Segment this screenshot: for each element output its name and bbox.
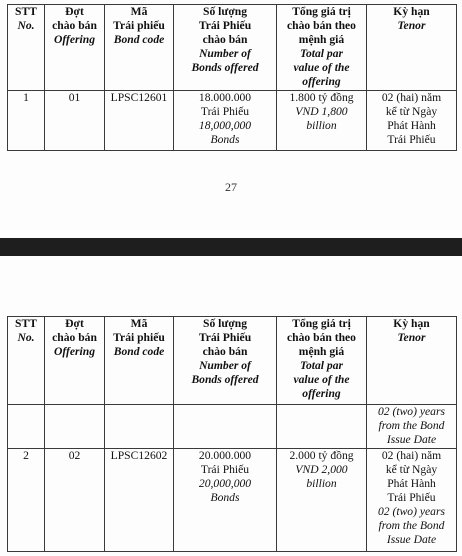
tenor-vi-2: kể từ Ngày [385,105,438,118]
tenor-en-2: from the Bond [378,519,445,532]
cell-bond-code: LPSC12602 [105,449,174,552]
cell-stt: 2 [8,449,45,552]
header-offering-en: Offering [53,345,95,358]
cell-stt-empty [8,405,45,449]
header-par-en-2: value of the [293,61,350,74]
header-qty-vi-2: Trái Phiếu [198,331,252,344]
tenor-vi-3: Phát Hành [387,119,436,132]
cell-offering-empty [45,405,105,449]
header-par-vi-3: mệnh giá [298,33,345,46]
qty-vi-1: 20.000.000 [198,449,252,462]
header-offering [45,5,105,91]
qty-vi-1: 18.000.000 [198,91,252,104]
header-code-vi-1: Mã [130,5,148,18]
cell-par-value-empty [277,405,367,449]
cell-par-value [277,449,367,552]
header-code-vi-1: Mã [130,317,148,330]
tenor-vi-1: 02 (hai) năm [381,91,442,104]
qty-vi-2: Trái Phiếu [200,463,250,476]
qty-en-2: Bonds [210,491,240,504]
header-bond-code [105,5,174,91]
tenor-vi-1: 02 (hai) năm [381,449,442,462]
header-par-vi-2: chào bán theo [287,19,356,32]
tenor-vi-4: Trái Phiếu [387,491,436,504]
header-qty-vi-3: chào bán [202,345,248,358]
qty-vi-2: Trái Phiếu [200,105,250,118]
header-stt-en: No. [17,331,35,344]
header-offering-en: Offering [53,33,95,46]
cell-tenor [367,449,457,552]
header-par-vi-3: mệnh giá [298,345,345,358]
header-par-vi-1: Tổng giá trị [292,317,351,330]
tenor-vi-3: Phát Hành [387,477,436,490]
qty-en-1: 20,000,000 [198,477,252,490]
page-number: 27 [225,180,237,194]
bond-table-page-1 [7,4,457,151]
par-en-1: VND 1,800 [295,105,348,118]
header-offering-vi-1: Đợt [65,317,84,330]
table-row-continuation [8,405,457,449]
par-en-2: billion [306,477,337,490]
header-quantity [174,5,277,91]
header-par-value [277,317,367,405]
cell-tenor [367,405,457,449]
header-tenor [367,317,457,405]
header-code-en: Bond code [113,33,165,46]
cell-quantity-empty [174,405,277,449]
tenor-en-1: 02 (two) years [378,505,445,518]
header-stt [8,317,45,405]
header-stt-vi: STT [15,317,37,330]
table-header-row [8,5,457,91]
header-tenor-vi: Kỳ hạn [393,5,430,18]
cell-quantity [174,449,277,552]
header-qty-en-2: Bonds offered [191,373,259,386]
header-par-en-3: offering [302,387,341,400]
qty-en-1: 18,000,000 [198,119,252,132]
tenor-en-1: 02 (two) years [378,405,445,418]
header-tenor-en: Tenor [397,19,426,32]
cell-offering: 01 [45,91,105,151]
header-offering-vi-2: chào bán [52,331,97,344]
cell-tenor [367,91,457,151]
header-qty-vi-1: Số lượng [203,5,247,18]
cell-bond-code-empty [105,405,174,449]
header-offering-vi-1: Đợt [65,5,84,18]
tenor-en-3: Issue Date [386,433,437,446]
cell-stt: 1 [8,91,45,151]
header-par-vi-2: chào bán theo [287,331,356,344]
header-par-en-3: offering [302,75,341,88]
par-vi: 1.800 tỷ đồng [289,91,354,104]
document-page-bottom [0,256,462,556]
tenor-vi-4: Trái Phiếu [387,133,436,146]
header-par-en-2: value of the [293,373,350,386]
header-bond-code [105,317,174,405]
header-qty-en-1: Number of [199,47,251,60]
header-stt-en: No. [17,19,35,32]
header-offering [45,317,105,405]
table-header-row [8,317,457,405]
header-par-value [277,5,367,91]
par-vi: 2.000 tỷ đồng [289,449,354,462]
header-code-vi-2: Trái phiếu [113,331,165,344]
header-code-vi-2: Trái phiếu [113,19,165,32]
tenor-en-2: from the Bond [378,419,445,432]
header-offering-vi-2: chào bán [52,19,97,32]
bond-table-page-2 [7,316,457,552]
header-qty-en-1: Number of [199,359,251,372]
header-tenor-en: Tenor [397,331,426,344]
par-en-2: billion [306,119,337,132]
header-qty-vi-2: Trái Phiếu [198,19,252,32]
header-tenor-vi: Kỳ hạn [393,317,430,330]
header-quantity [174,317,277,405]
table-row [8,91,457,151]
header-stt [8,5,45,91]
header-code-en: Bond code [113,345,165,358]
header-qty-en-2: Bonds offered [191,61,259,74]
tenor-vi-2: kể từ Ngày [385,463,438,476]
header-stt-vi: STT [15,5,37,18]
table-row [8,449,457,552]
tenor-en-3: Issue Date [386,533,437,546]
header-qty-vi-1: Số lượng [203,317,247,330]
page-separator [0,238,462,256]
cell-par-value [277,91,367,151]
cell-offering: 02 [45,449,105,552]
header-par-en-1: Total par [299,47,344,60]
qty-en-2: Bonds [210,133,240,146]
header-par-en-1: Total par [299,359,344,372]
header-par-vi-1: Tổng giá trị [292,5,351,18]
header-qty-vi-3: chào bán [202,33,248,46]
cell-bond-code: LPSC12601 [105,91,174,151]
header-tenor [367,5,457,91]
document-page-top [0,0,462,238]
par-en-1: VND 2,000 [295,463,348,476]
cell-quantity [174,91,277,151]
